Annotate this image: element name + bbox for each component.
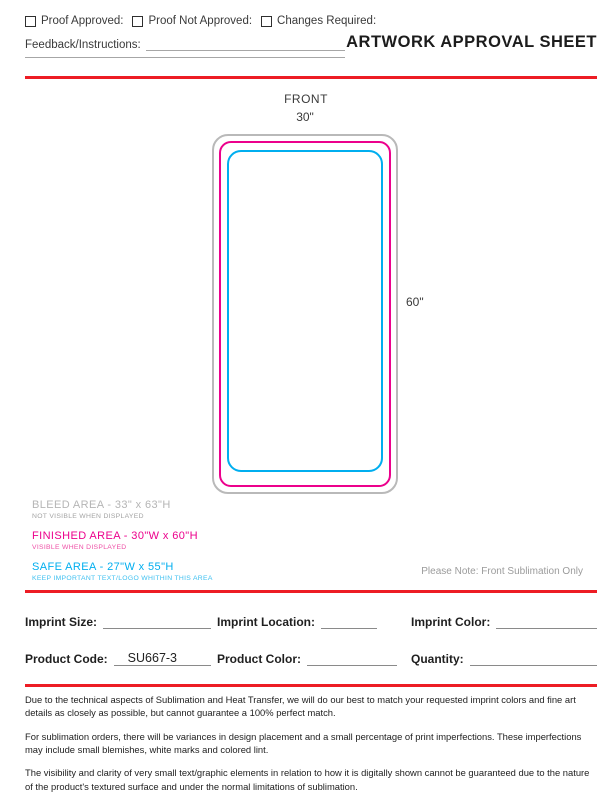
diagram-height-label: 60" — [406, 295, 424, 309]
feedback-label: Feedback/Instructions: — [25, 39, 141, 51]
proof-not-approved-checkbox[interactable] — [132, 16, 143, 27]
legend-finished-subtitle: VISIBLE WHEN DISPLAYED — [32, 544, 127, 551]
imprint-size-input-line[interactable] — [103, 614, 211, 629]
product-color-label: Product Color: — [217, 652, 301, 666]
bleed-area-outline — [212, 134, 398, 494]
legend-finished-title: FINISHED AREA - 30"W x 60"H — [32, 530, 198, 542]
divider-top — [25, 76, 597, 79]
approval-checkbox-row — [25, 15, 376, 27]
product-code-label: Product Code: — [25, 652, 108, 666]
diagram-width-label: 30" — [296, 110, 314, 124]
legend-safe-subtitle: KEEP IMPORTANT TEXT/LOGO WHITHIN THIS AREA — [32, 575, 213, 582]
changes-required-checkbox[interactable] — [261, 16, 272, 27]
proof-approved-label: Proof Approved: — [41, 15, 124, 27]
product-form-row — [25, 646, 597, 666]
product-color-field-group — [217, 651, 397, 666]
quantity-label: Quantity: — [411, 652, 464, 666]
legend-finished-area — [32, 530, 213, 551]
imprint-location-field-group — [217, 614, 377, 629]
product-color-input-line[interactable] — [307, 651, 397, 666]
disclaimer-imperfections: For sublimation orders, there will be variances in design placement and a small percentage of print imperfections. These imperfections may include small blemishes, white marks and colored lint. — [25, 730, 582, 756]
safe-area-outline — [227, 150, 383, 472]
legend-safe-title: SAFE AREA - 27"W x 55"H — [32, 561, 174, 573]
disclaimer-visibility: The visibility and clarity of very small text/graphic elements in relation to how it is digitally shown cannot be guaranteed due to the nature of the product's textured surface and under the normal limitations of sublimation. — [25, 767, 590, 792]
proof-not-approved-option[interactable] — [132, 15, 252, 27]
product-code-field-group — [25, 651, 211, 666]
divider-bottom — [25, 684, 597, 687]
feedback-input-line-2[interactable] — [25, 57, 345, 58]
imprint-form-row — [25, 612, 597, 629]
finished-area-outline — [219, 141, 391, 487]
disclaimer-section — [25, 693, 595, 792]
divider-middle — [25, 590, 597, 593]
changes-required-option[interactable] — [261, 15, 376, 27]
imprint-color-input-line[interactable] — [496, 614, 597, 629]
disclaimer-color-match: Due to the technical aspects of Sublimation and Heat Transfer, we will do our best to match your requested imprint colors and fine art details as closely as possible, but cannot guarantee a 100% perfect match. — [25, 694, 576, 719]
legend-bleed-subtitle: NOT VISIBLE WHEN DISPLAYED — [32, 513, 144, 520]
product-code-input-line[interactable]: SU667-3 — [114, 651, 211, 666]
proof-approved-option[interactable] — [25, 15, 123, 27]
page-title: ARTWORK APPROVAL SHEET — [346, 33, 597, 51]
imprint-size-label: Imprint Size: — [25, 615, 98, 629]
proof-approved-checkbox[interactable] — [25, 16, 36, 27]
sublimation-note: Please Note: Front Sublimation Only — [421, 566, 583, 577]
changes-required-label: Changes Required: — [277, 15, 377, 27]
legend-safe-area — [32, 561, 213, 582]
feedback-input-line-1[interactable] — [146, 38, 345, 51]
legend — [32, 499, 213, 592]
legend-bleed-title: BLEED AREA - 33" x 63"H — [32, 499, 171, 511]
legend-bleed-area — [32, 499, 213, 520]
imprint-color-label: Imprint Color: — [411, 615, 491, 629]
proof-not-approved-label: Proof Not Approved: — [148, 15, 253, 27]
imprint-color-field-group — [411, 614, 597, 629]
imprint-location-label: Imprint Location: — [217, 615, 315, 629]
imprint-location-input-line[interactable] — [321, 614, 377, 629]
feedback-row — [25, 38, 345, 51]
imprint-size-field-group — [25, 614, 211, 629]
quantity-field-group — [411, 651, 597, 666]
quantity-input-line[interactable] — [470, 651, 597, 666]
diagram-side-label: FRONT — [284, 92, 328, 106]
